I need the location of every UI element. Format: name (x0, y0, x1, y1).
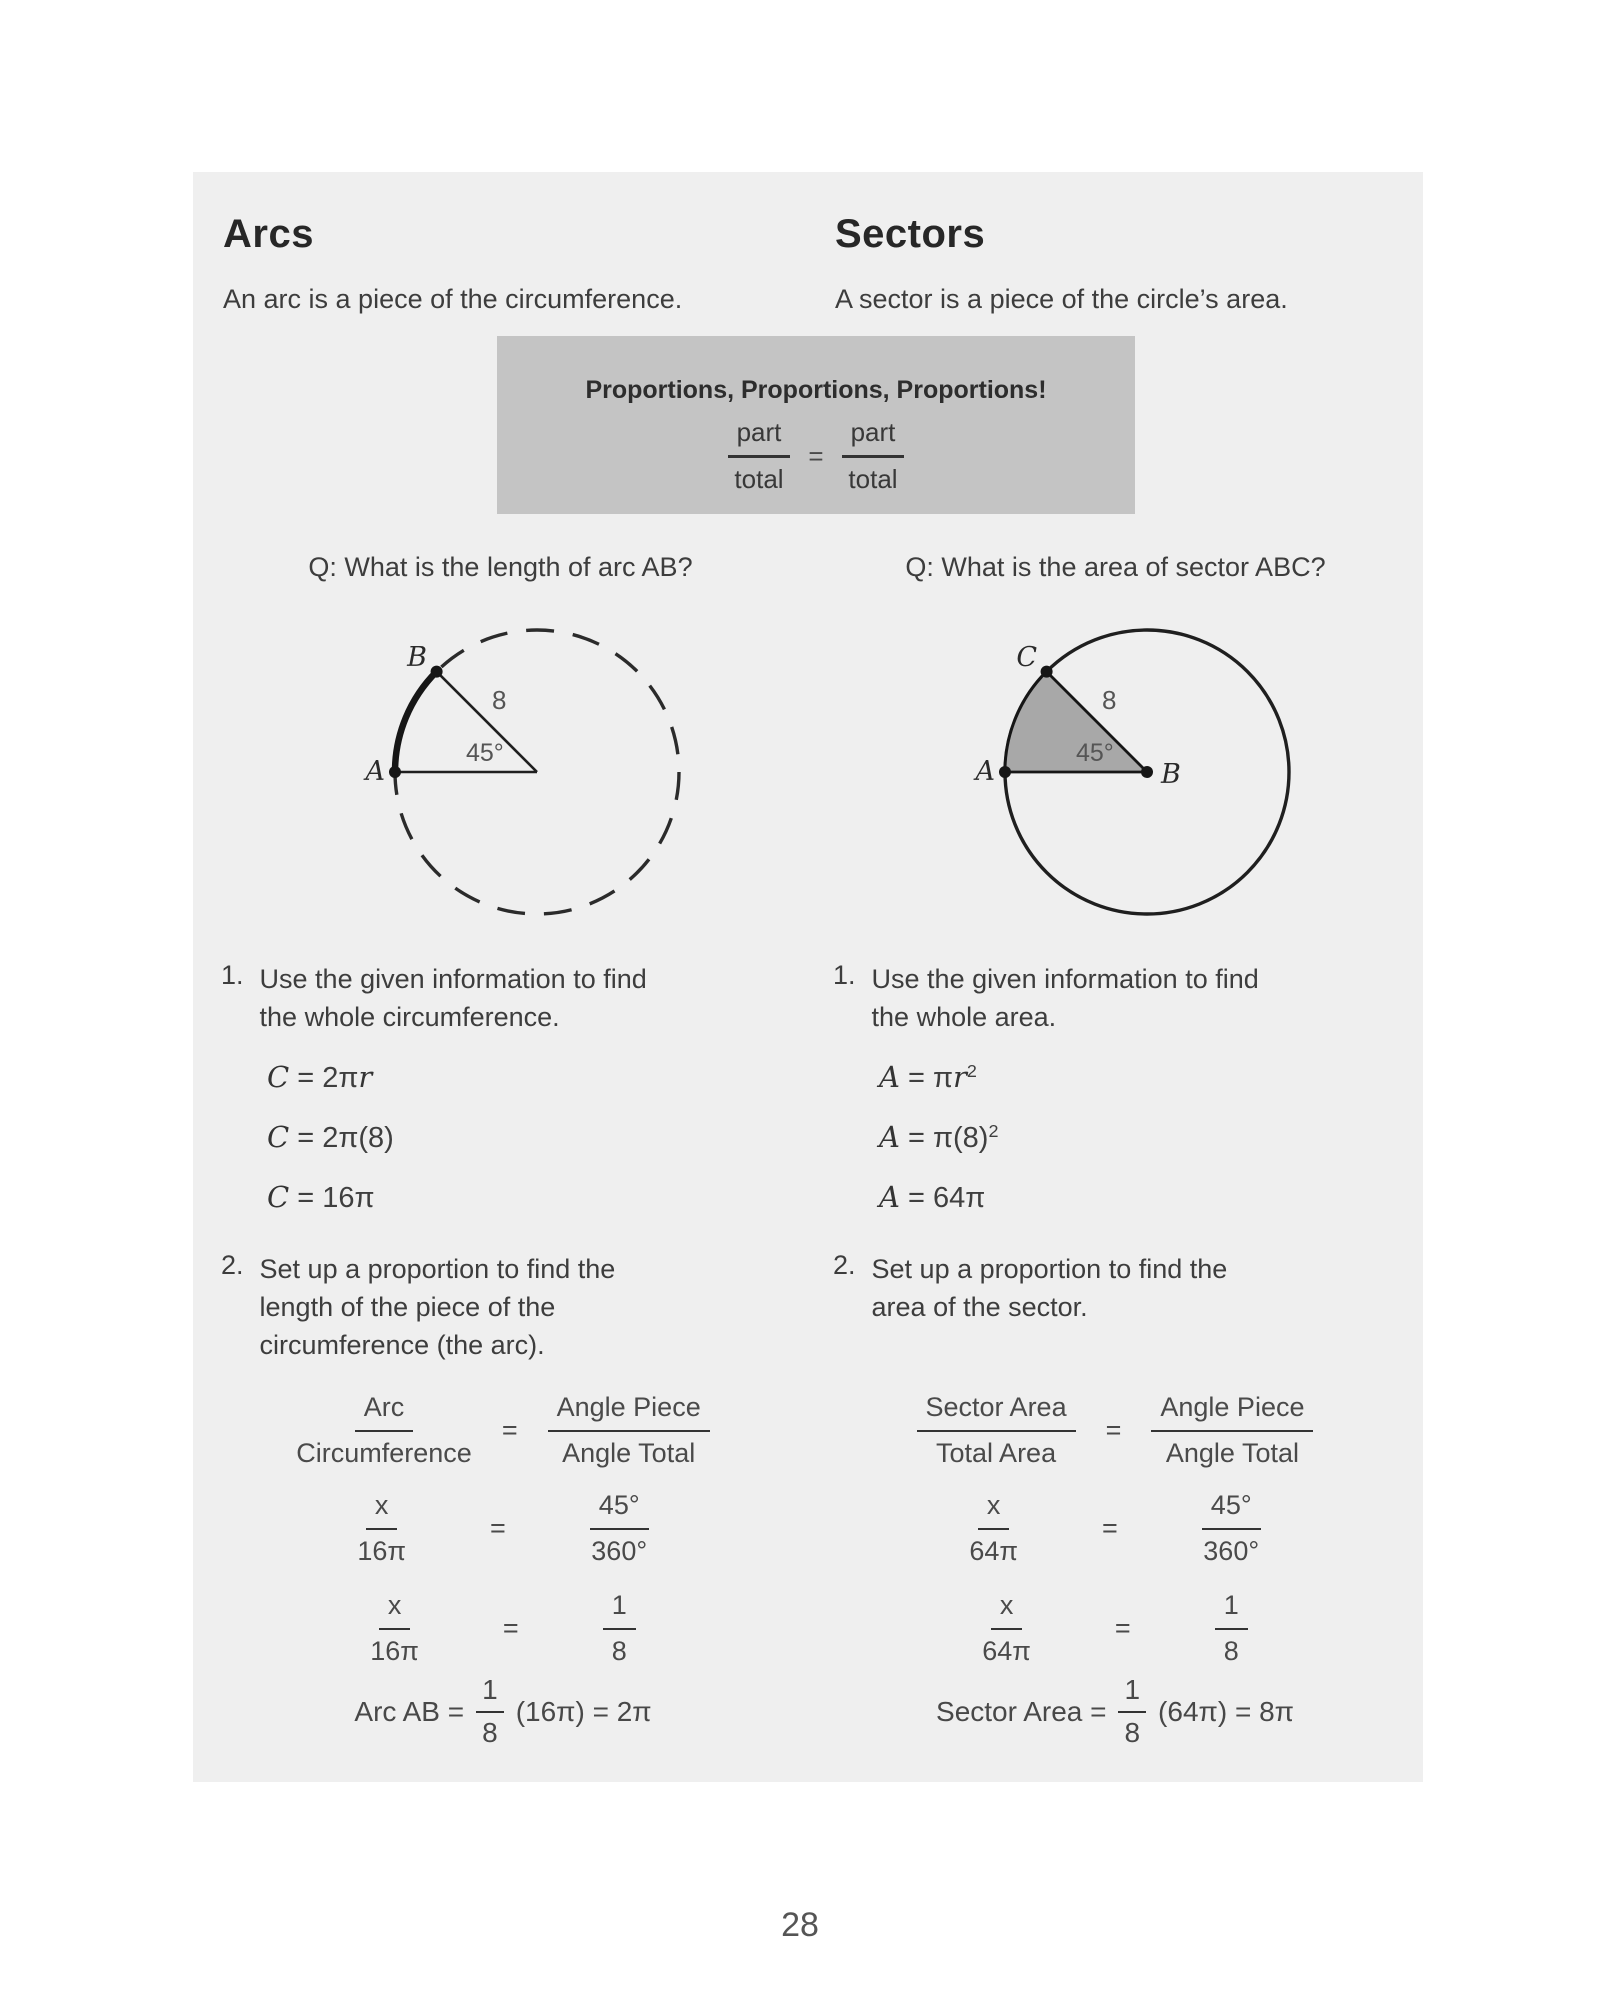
part-total-equation (497, 417, 1135, 495)
result-suffix: (64π) = 8π (1158, 1695, 1294, 1727)
equals-sign: = (502, 1613, 519, 1643)
circumference-formula-2: C = 2π(8) (267, 1120, 394, 1154)
worksheet-panel (193, 172, 1423, 1782)
equals-sign: = (1105, 1415, 1122, 1445)
result-prefix: Sector Area = (936, 1695, 1107, 1727)
step-number: 1. (833, 960, 856, 990)
part-total-fraction-right: part total (842, 417, 905, 495)
equals-sign: = (1102, 1513, 1118, 1543)
point-a-dot (999, 766, 1011, 778)
denominator: 64π (969, 1536, 1019, 1566)
equals-sign: = (808, 440, 824, 471)
variable-c: C (267, 1060, 290, 1094)
page-number: 28 (781, 1906, 819, 1944)
arc-step1 (221, 960, 647, 1036)
radius-value-label: 8 (492, 685, 507, 715)
proportions-box (497, 336, 1135, 514)
point-a-label: A (365, 756, 385, 787)
area-formula-3: A = 64π (879, 1180, 986, 1214)
arc-step2 (221, 1250, 615, 1364)
part-total-fraction-left: part total (728, 417, 791, 495)
step-number: 2. (833, 1250, 856, 1280)
step-text-line1: Set up a proportion to find the (871, 1254, 1228, 1284)
step-text-line1: Set up a proportion to find the (259, 1254, 616, 1284)
denominator: 16π (357, 1536, 407, 1566)
step-text-line2: the whole circumference. (259, 1002, 560, 1032)
proportions-box-title: Proportions, Proportions, Proportions! (585, 376, 1047, 404)
circumference-formula-1: C = 2πr (267, 1060, 373, 1094)
numerator: 1 (1118, 1674, 1146, 1713)
denominator: Angle Total (1165, 1438, 1299, 1468)
sector-step1 (833, 960, 1259, 1036)
denominator: Angle Total (562, 1438, 696, 1468)
angle-label: 45° (1076, 739, 1114, 767)
angle-label: 45° (466, 739, 504, 767)
point-a-dot (389, 766, 401, 778)
arc-proportion-simplified (203, 1590, 803, 1667)
arc-proportion-values (203, 1490, 803, 1567)
exponent: 2 (966, 1061, 977, 1082)
denominator: 64π (982, 1636, 1031, 1666)
numerator: Sector Area (917, 1392, 1076, 1432)
point-c-label: C (1016, 642, 1037, 673)
numerator: Arc (355, 1392, 414, 1432)
numerator: 1 (476, 1674, 504, 1713)
sector-step2 (833, 1250, 1227, 1326)
step-text-line1: Use the given information to find (871, 964, 1259, 994)
numerator: 45° (590, 1490, 649, 1530)
sector-diagram (940, 610, 1360, 940)
variable-c: C (267, 1120, 290, 1154)
step-text-line2: area of the sector. (871, 1292, 1088, 1322)
point-b-label: B (407, 642, 427, 673)
step-text-line2: length of the piece of the (259, 1292, 556, 1322)
denominator: 360° (1203, 1536, 1260, 1566)
result-prefix: Arc AB = (354, 1695, 465, 1727)
arc-result (203, 1674, 803, 1749)
arc-definition: An arc is a piece of the circumference. (223, 284, 683, 314)
denominator: 360° (591, 1536, 648, 1566)
arcs-heading: Arcs (223, 212, 314, 256)
arc-diagram (330, 610, 750, 940)
sector-proportion-labels (815, 1392, 1415, 1469)
step-text-line2: the whole area. (871, 1002, 1057, 1032)
step-text-line1: Use the given information to find (259, 964, 647, 994)
numerator: 1 (1215, 1590, 1248, 1630)
sector-proportion-simplified (815, 1590, 1415, 1667)
denominator: 8 (482, 1717, 498, 1748)
sector-definition: A sector is a piece of the circle’s area. (835, 284, 1288, 314)
center-b-dot (1141, 766, 1153, 778)
step-number: 1. (221, 960, 244, 990)
denominator: 8 (1223, 1636, 1239, 1666)
area-formula-2: $A = \pi(8)^2$ (879, 1120, 999, 1154)
variable-r: r (358, 1060, 373, 1094)
point-a-label: A (975, 756, 995, 787)
center-b-label: B (1161, 759, 1181, 790)
sector-proportion-values (815, 1490, 1415, 1567)
equals-sign: = (490, 1513, 506, 1543)
point-b-dot (431, 666, 443, 678)
denominator: 8 (1124, 1717, 1141, 1748)
arc-ab (395, 672, 437, 772)
step-text-line3: circumference (the arc). (259, 1330, 545, 1360)
step-number: 2. (221, 1250, 244, 1280)
variable-c: C (267, 1180, 290, 1214)
radius-value-label: 8 (1102, 685, 1117, 715)
equals-sign: = (501, 1415, 518, 1445)
equals-sign: = (1114, 1613, 1131, 1643)
denominator: 8 (611, 1636, 627, 1666)
arc-question: Q: What is the length of arc AB? (308, 552, 693, 582)
numerator: Angle Piece (548, 1392, 710, 1432)
numerator: x (379, 1590, 411, 1630)
area-formula-1: $A = \pi r^2$ (879, 1060, 977, 1094)
result-suffix: (16π) = 2π (515, 1695, 652, 1727)
variable-a: A (879, 1060, 900, 1094)
variable-a: A (879, 1120, 900, 1154)
numerator: x (978, 1490, 1010, 1530)
circumference-formula-3: C = 16π (267, 1180, 375, 1214)
sectors-heading: Sectors (835, 212, 986, 256)
numerator: x (991, 1590, 1023, 1630)
arc-proportion-labels (203, 1392, 803, 1469)
numerator: Angle Piece (1151, 1392, 1313, 1432)
exponent: 2 (988, 1121, 999, 1142)
point-c-dot (1041, 666, 1053, 678)
numerator: 45° (1202, 1490, 1261, 1530)
sector-result (815, 1674, 1415, 1749)
denominator: 16π (370, 1636, 419, 1666)
denominator: Circumference (296, 1438, 472, 1468)
numerator: 1 (603, 1590, 636, 1630)
variable-a: A (879, 1180, 900, 1214)
denominator: Total Area (936, 1438, 1057, 1468)
variable-r: r (953, 1060, 967, 1094)
sector-question: Q: What is the area of sector ABC? (905, 552, 1326, 582)
numerator: x (366, 1490, 398, 1530)
